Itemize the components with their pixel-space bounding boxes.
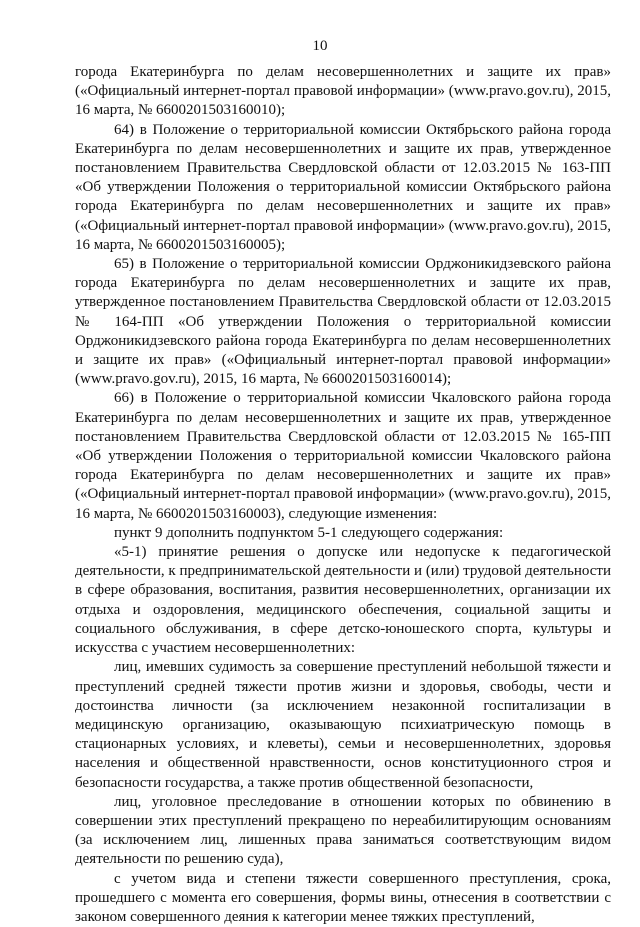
paragraph-persons-convicted: лиц, имевших судимость за совершение преступлений небольшой тяжести и преступлений средней тяжести против жизни и здоровья, свободы, чести и достоинства личности (за исключением незаконной госпитализации в медицинскую организацию, оказывающую психиатрическую помощь в стационарных условиях, и клеветы), семьи и несовершеннолетних, здоровья населения и общественной нравственности, основ конституционного строя и безопасности государства, а также против общественной безопасности, bbox=[75, 659, 611, 791]
page-number: 10 bbox=[312, 38, 328, 54]
paragraph-item-65: 65) в Положение о территориальной комиссии Орджоникидзевского района города Екатеринбурга по делам несовершеннолетних и защите их прав, утвержденное постановлением Правительства Свердловской области от 12.03.2015 № 164-ПП «Об утверждении Положения о территориальной комиссии Орджоникидзевского района города Екатеринбурга по делам несовершеннолетних и защите их прав» («Официальный интернет-портал правовой информации» (www.pravo.gov.ru), 2015, 16 марта, № 6600201503160014); bbox=[75, 256, 611, 388]
paragraph-item-64: 64) в Положение о территориальной комиссии Октябрьского района города Екатеринбурга по делам несовершеннолетних и защите их прав, утвержденное постановлением Правительства Свердловской области от 12.03.2015 № 163-ПП «Об утверждении Положения о территориальной комиссии Октябрьского района города Екатеринбурга по делам несовершеннолетних и защите их прав» («Официальный интернет-портал правовой информации» (www.pravo.gov.ru), 2015, 16 марта, № 6600201503160005); bbox=[75, 121, 611, 253]
paragraph-subitem-5-1: «5-1) принятие решения о допуске или недопуске к педагогической деятельности, к предпринимательской деятельности и (или) трудовой деятельности в сфере образования, воспитания, развития несовершеннолетних, организации их отдыха и оздоровления, медицинского обеспечения, социальной защиты и социального обслуживания, в сфере детско-юношеского спорта, культуры и искусства с участием несовершеннолетних: bbox=[75, 544, 611, 657]
paragraph-item-66: 66) в Положение о территориальной комиссии Чкаловского района города Екатеринбурга по делам несовершеннолетних и защите их прав, утвержденное постановлением Правительства Свердловской области от 12.03.2015 № 165-ПП «Об утверждении Положения о территориальной комиссии Чкаловского района города Екатеринбурга по делам несовершеннолетних и защите их прав» («Официальный интернет-портал правовой информации» (www.pravo.gov.ru), 2015, 16 марта, № 6600201503160003), следующие изменения: bbox=[75, 390, 611, 522]
paragraph-considering: с учетом вида и степени тяжести совершенного преступления, срока, прошедшего с момента его совершения, формы вины, отнесения в соответствии с законом совершенного деяния к категории менее тяжких преступлений, bbox=[75, 870, 611, 925]
paragraph-continuation: города Екатеринбурга по делам несовершеннолетних и защите их прав» («Официальный интернет-портал правовой информации» (www.pravo.gov.ru), 2015, 16 марта, № 6600201503160010); bbox=[75, 64, 611, 119]
paragraph-amendment-intro: пункт 9 дополнить подпунктом 5-1 следующего содержания: bbox=[114, 524, 504, 541]
document-body bbox=[75, 63, 611, 927]
paragraph-persons-prosecution: лиц, уголовное преследование в отношении которых по обвинению в совершении этих преступлений прекращено по нереабилитирующим основаниям (за исключением лиц, лишенных права заниматься соответствующим видом деятельности по решению суда), bbox=[75, 793, 611, 868]
